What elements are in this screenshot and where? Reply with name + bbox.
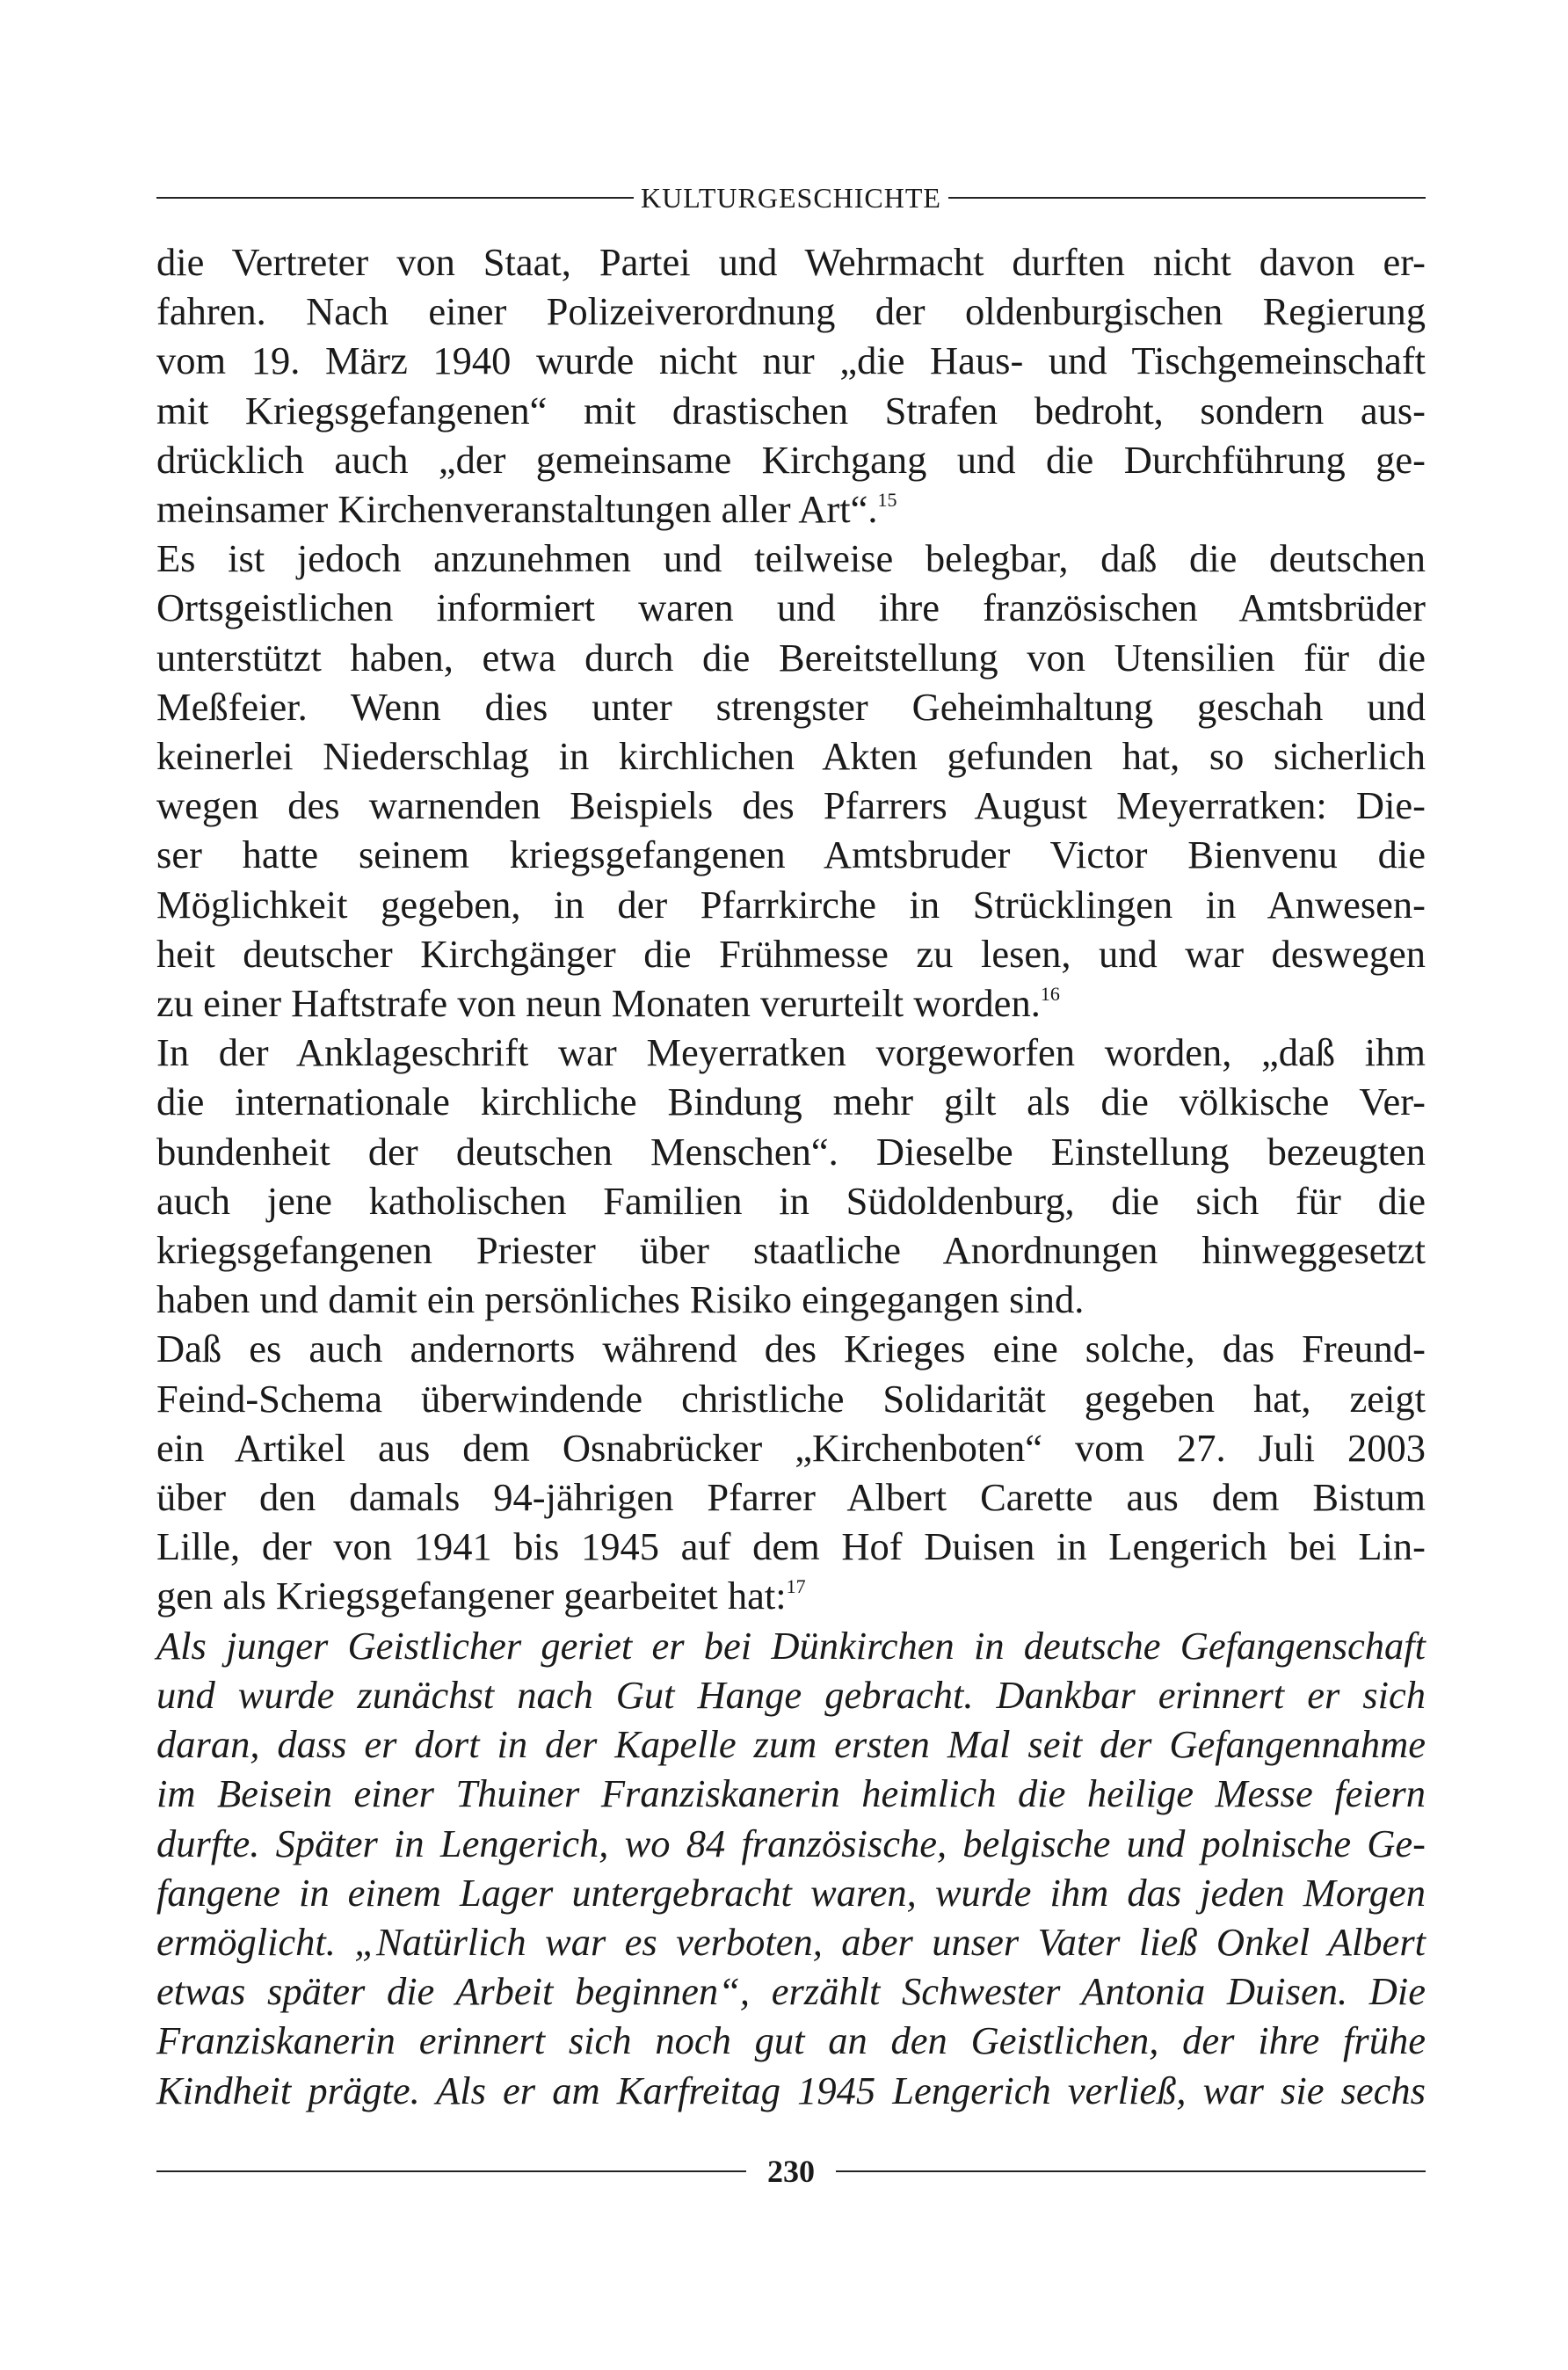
quote-line — [156, 1719, 1426, 1769]
quote-line — [156, 1769, 1426, 1818]
header-rule-right — [948, 197, 1426, 199]
footnote-marker: 15 — [877, 489, 897, 512]
line-text: ein Artikel aus dem Osnabrücker „Kirchenboten“ vom 27. Juli 2003 — [156, 1425, 1426, 1470]
line-text: meinsamer Kirchenveranstaltungen aller Art“. — [156, 487, 878, 532]
footnote-marker: 16 — [1040, 983, 1060, 1006]
line-text: ermöglicht. „Natürlich war es verboten, aber unser Vater ließ Onkel Albert — [156, 1919, 1426, 1964]
line-text: drücklich auch „der gemeinsame Kirchgang und die Durchführung ge- — [156, 437, 1426, 482]
line-text: kriegsgefangenen Priester über staatliche Anordnungen hinweggesetzt — [156, 1228, 1426, 1273]
text-line — [156, 682, 1426, 731]
text-line — [156, 1472, 1426, 1522]
text-line — [156, 336, 1426, 385]
text-line — [156, 1571, 1426, 1620]
text-line — [156, 978, 1426, 1028]
line-text: Ortsgeistlichen informiert waren und ihre französischen Amtsbrüder — [156, 585, 1426, 630]
text-line — [156, 1522, 1426, 1571]
line-text: mit Kriegsgefangenen“ mit drastischen Strafen bedroht, sondern aus- — [156, 388, 1426, 433]
text-line — [156, 781, 1426, 830]
line-text: haben und damit ein persönliches Risiko eingegangen sind. — [156, 1277, 1085, 1322]
text-line — [156, 583, 1426, 632]
text-line — [156, 880, 1426, 929]
line-text: über den damals 94-jährigen Pfarrer Albert Carette aus dem Bistum — [156, 1475, 1426, 1520]
line-text: Feind-Schema überwindende christliche Solidarität gegeben hat, zeigt — [156, 1376, 1426, 1421]
line-text: In der Anklageschrift war Meyerratken vorgeworfen worden, „daß ihm — [156, 1030, 1426, 1075]
line-text: wegen des warnenden Beispiels des Pfarrers August Meyerratken: Die- — [156, 783, 1426, 828]
line-text: Lille, der von 1941 bis 1945 auf dem Hof Duisen in Lengerich bei Lin- — [156, 1524, 1426, 1569]
line-text: heit deutscher Kirchgänger die Frühmesse zu lesen, und war deswegen — [156, 931, 1426, 976]
quote-line — [156, 1917, 1426, 1967]
text-line — [156, 1028, 1426, 1077]
quote-line — [156, 2066, 1426, 2115]
text-line — [156, 534, 1426, 583]
line-text: Es ist jedoch anzunehmen und teilweise belegbar, daß die deutschen — [156, 536, 1426, 581]
line-text: zu einer Haftstrafe von neun Monaten verurteilt worden. — [156, 981, 1041, 1026]
quote-line — [156, 2016, 1426, 2065]
text-line — [156, 237, 1426, 287]
text-line — [156, 929, 1426, 978]
text-line — [156, 484, 1426, 534]
page-footer — [156, 2145, 1426, 2198]
running-header — [156, 176, 1426, 220]
line-text: Daß es auch andernorts während des Krieges eine solche, das Freund- — [156, 1327, 1426, 1371]
page-number: 230 — [767, 2154, 815, 2189]
line-text: fangene in einem Lager untergebracht waren, wurde ihm das jeden Morgen — [156, 1870, 1426, 1915]
text-line — [156, 633, 1426, 682]
text-line — [156, 1423, 1426, 1472]
text-line — [156, 731, 1426, 781]
text-line — [156, 386, 1426, 435]
line-text: auch jene katholischen Familien in Südoldenburg, die sich für die — [156, 1178, 1426, 1223]
line-text: im Beisein einer Thuiner Franziskanerin heimlich die heilige Messe feiern — [156, 1771, 1426, 1816]
line-text: Als junger Geistlicher geriet er bei Dünkirchen in deutsche Gefangenschaft — [156, 1623, 1426, 1668]
line-text: unterstützt haben, etwa durch die Bereitstellung von Utensilien für die — [156, 635, 1426, 680]
quote-line — [156, 1819, 1426, 1868]
text-line — [156, 1275, 1426, 1324]
footnote-marker: 17 — [786, 1575, 806, 1598]
quote-line — [156, 1868, 1426, 1917]
line-text: und wurde zunächst nach Gut Hange gebracht. Dankbar erinnert er sich — [156, 1672, 1426, 1717]
quote-line — [156, 1967, 1426, 2016]
quote-line — [156, 1621, 1426, 1670]
text-line — [156, 1077, 1426, 1126]
line-text: etwas später die Arbeit beginnen“, erzählt Schwester Antonia Duisen. Die — [156, 1969, 1426, 2014]
line-text: durfte. Später in Lengerich, wo 84 französische, belgische und polnische Ge- — [156, 1821, 1426, 1865]
line-text: gen als Kriegsgefangener gearbeitet hat: — [156, 1574, 787, 1618]
footer-rule-right — [836, 2170, 1426, 2172]
line-text: vom 19. März 1940 wurde nicht nur „die Haus- und Tischgemeinschaft — [156, 338, 1426, 383]
text-line — [156, 1324, 1426, 1373]
text-line — [156, 1127, 1426, 1176]
line-text: ser hatte seinem kriegsgefangenen Amtsbruder Victor Bienvenu die — [156, 832, 1426, 877]
body-text — [156, 237, 1426, 2115]
line-text: keinerlei Niederschlag in kirchlichen Akten gefunden hat, so sicherlich — [156, 734, 1426, 779]
line-text: Möglichkeit gegeben, in der Pfarrkirche in Strücklingen in Anwesen- — [156, 882, 1426, 927]
running-header-title: KULTURGESCHICHTE — [641, 181, 941, 214]
line-text: die internationale kirchliche Bindung mehr gilt als die völkische Ver- — [156, 1080, 1426, 1124]
text-line — [156, 1374, 1426, 1423]
footer-rule-left — [156, 2170, 746, 2172]
text-line — [156, 1225, 1426, 1275]
text-line — [156, 435, 1426, 484]
line-text: die Vertreter von Staat, Partei und Wehrmacht durften nicht davon er- — [156, 240, 1426, 284]
quote-line — [156, 1670, 1426, 1719]
text-line — [156, 830, 1426, 879]
text-line — [156, 287, 1426, 336]
line-text: bundenheit der deutschen Menschen“. Dieselbe Einstellung bezeugten — [156, 1129, 1426, 1174]
line-text: Franziskanerin erinnert sich noch gut an den Geistlichen, der ihre frühe — [156, 2018, 1426, 2063]
line-text: Kindheit prägte. Als er am Karfreitag 1945 Lengerich verließ, war sie sechs — [156, 2068, 1426, 2112]
line-text: fahren. Nach einer Polizeiverordnung der oldenburgischen Regierung — [156, 289, 1426, 334]
line-text: Meßfeier. Wenn dies unter strengster Geheimhaltung geschah und — [156, 684, 1426, 729]
line-text: daran, dass er dort in der Kapelle zum ersten Mal seit der Gefangennahme — [156, 1722, 1426, 1767]
text-line — [156, 1176, 1426, 1225]
header-rule-left — [156, 197, 634, 199]
